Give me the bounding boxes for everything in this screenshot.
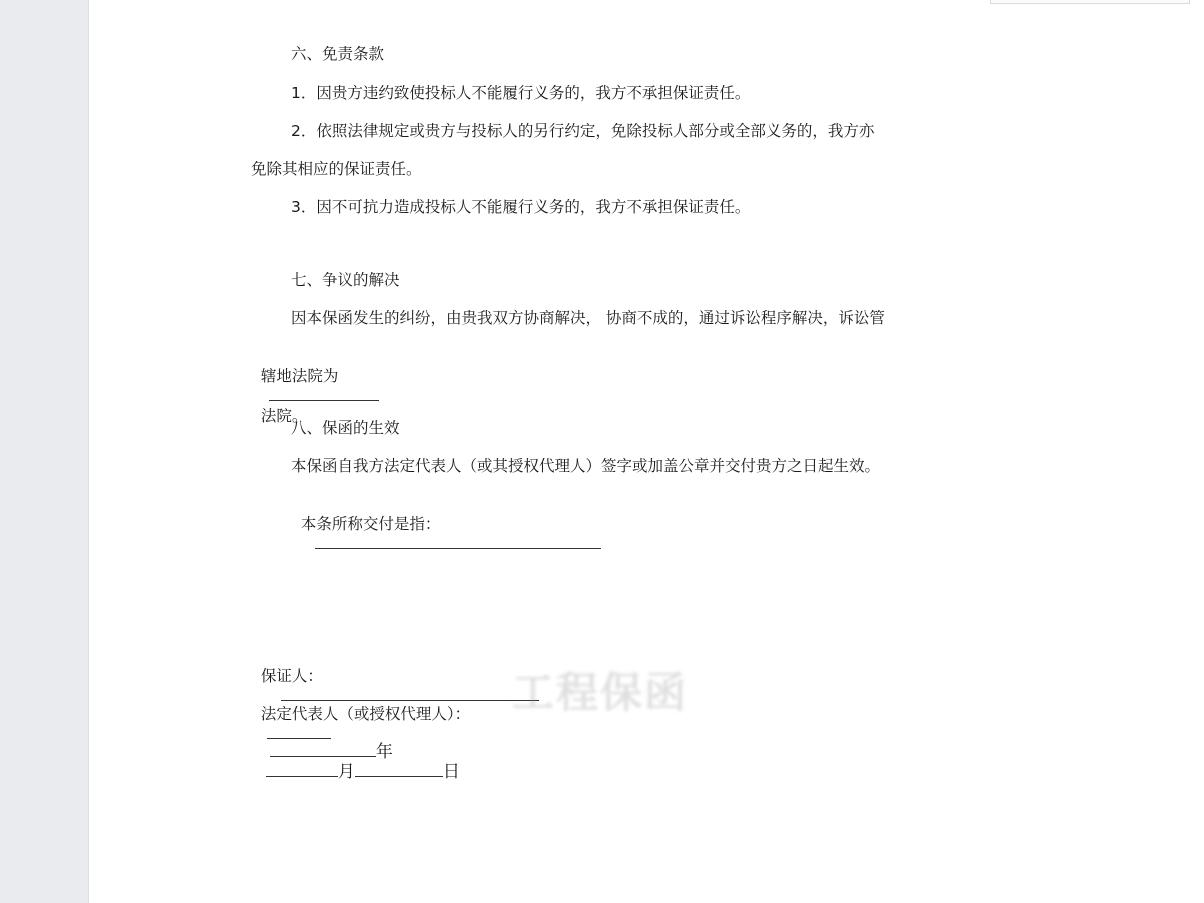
court-prefix: 辖地法院为 — [260, 367, 339, 385]
date-line — [259, 722, 460, 782]
section-6-item-2-line-1: 2．依照法律规定或贵方与投标人的另行约定，免除投标人部分或全部义务的，我方亦 — [291, 122, 875, 140]
section-6-item-3: 3．因不可抗力造成投标人不能履行义务的，我方不承担保证责任。 — [291, 198, 751, 216]
section-6-item-1: 1．因贵方违约致使投标人不能履行义务的，我方不承担保证责任。 — [291, 84, 751, 102]
section-8-heading: 八、保函的生效 — [291, 419, 400, 437]
month-label: 月 — [337, 762, 355, 782]
year-blank[interactable] — [270, 742, 376, 757]
day-blank[interactable] — [355, 762, 443, 777]
court-suffix: 法院。 — [260, 407, 308, 425]
court-blank[interactable] — [269, 386, 379, 401]
guarantor-label: 保证人： — [260, 667, 323, 685]
section-7-para-line-2 — [251, 346, 387, 426]
day-label: 日 — [442, 762, 460, 782]
section-6-item-2-line-2: 免除其相应的保证责任。 — [251, 160, 422, 178]
delivery-label: 本条所称交付是指： — [300, 515, 441, 533]
year-label: 年 — [375, 742, 393, 762]
watermark: 工程保函 — [512, 668, 689, 717]
toolbar-corner — [990, 0, 1190, 4]
legal-rep-label: 法定代表人（或授权代理人）： — [260, 705, 471, 723]
section-7-para-line-1: 因本保函发生的纠纷，由贵我双方协商解决， 协商不成的，通过诉讼程序解决，诉讼管 — [291, 309, 885, 327]
delivery-line — [291, 494, 601, 554]
section-8-para: 本保函自我方法定代表人（或其授权代理人）签字或加盖公章并交付贵方之日起生效。 — [291, 457, 881, 475]
section-7-heading: 七、争议的解决 — [291, 271, 400, 289]
delivery-blank[interactable] — [315, 534, 601, 549]
month-blank[interactable] — [266, 762, 338, 777]
section-6-heading: 六、免责条款 — [291, 45, 385, 63]
